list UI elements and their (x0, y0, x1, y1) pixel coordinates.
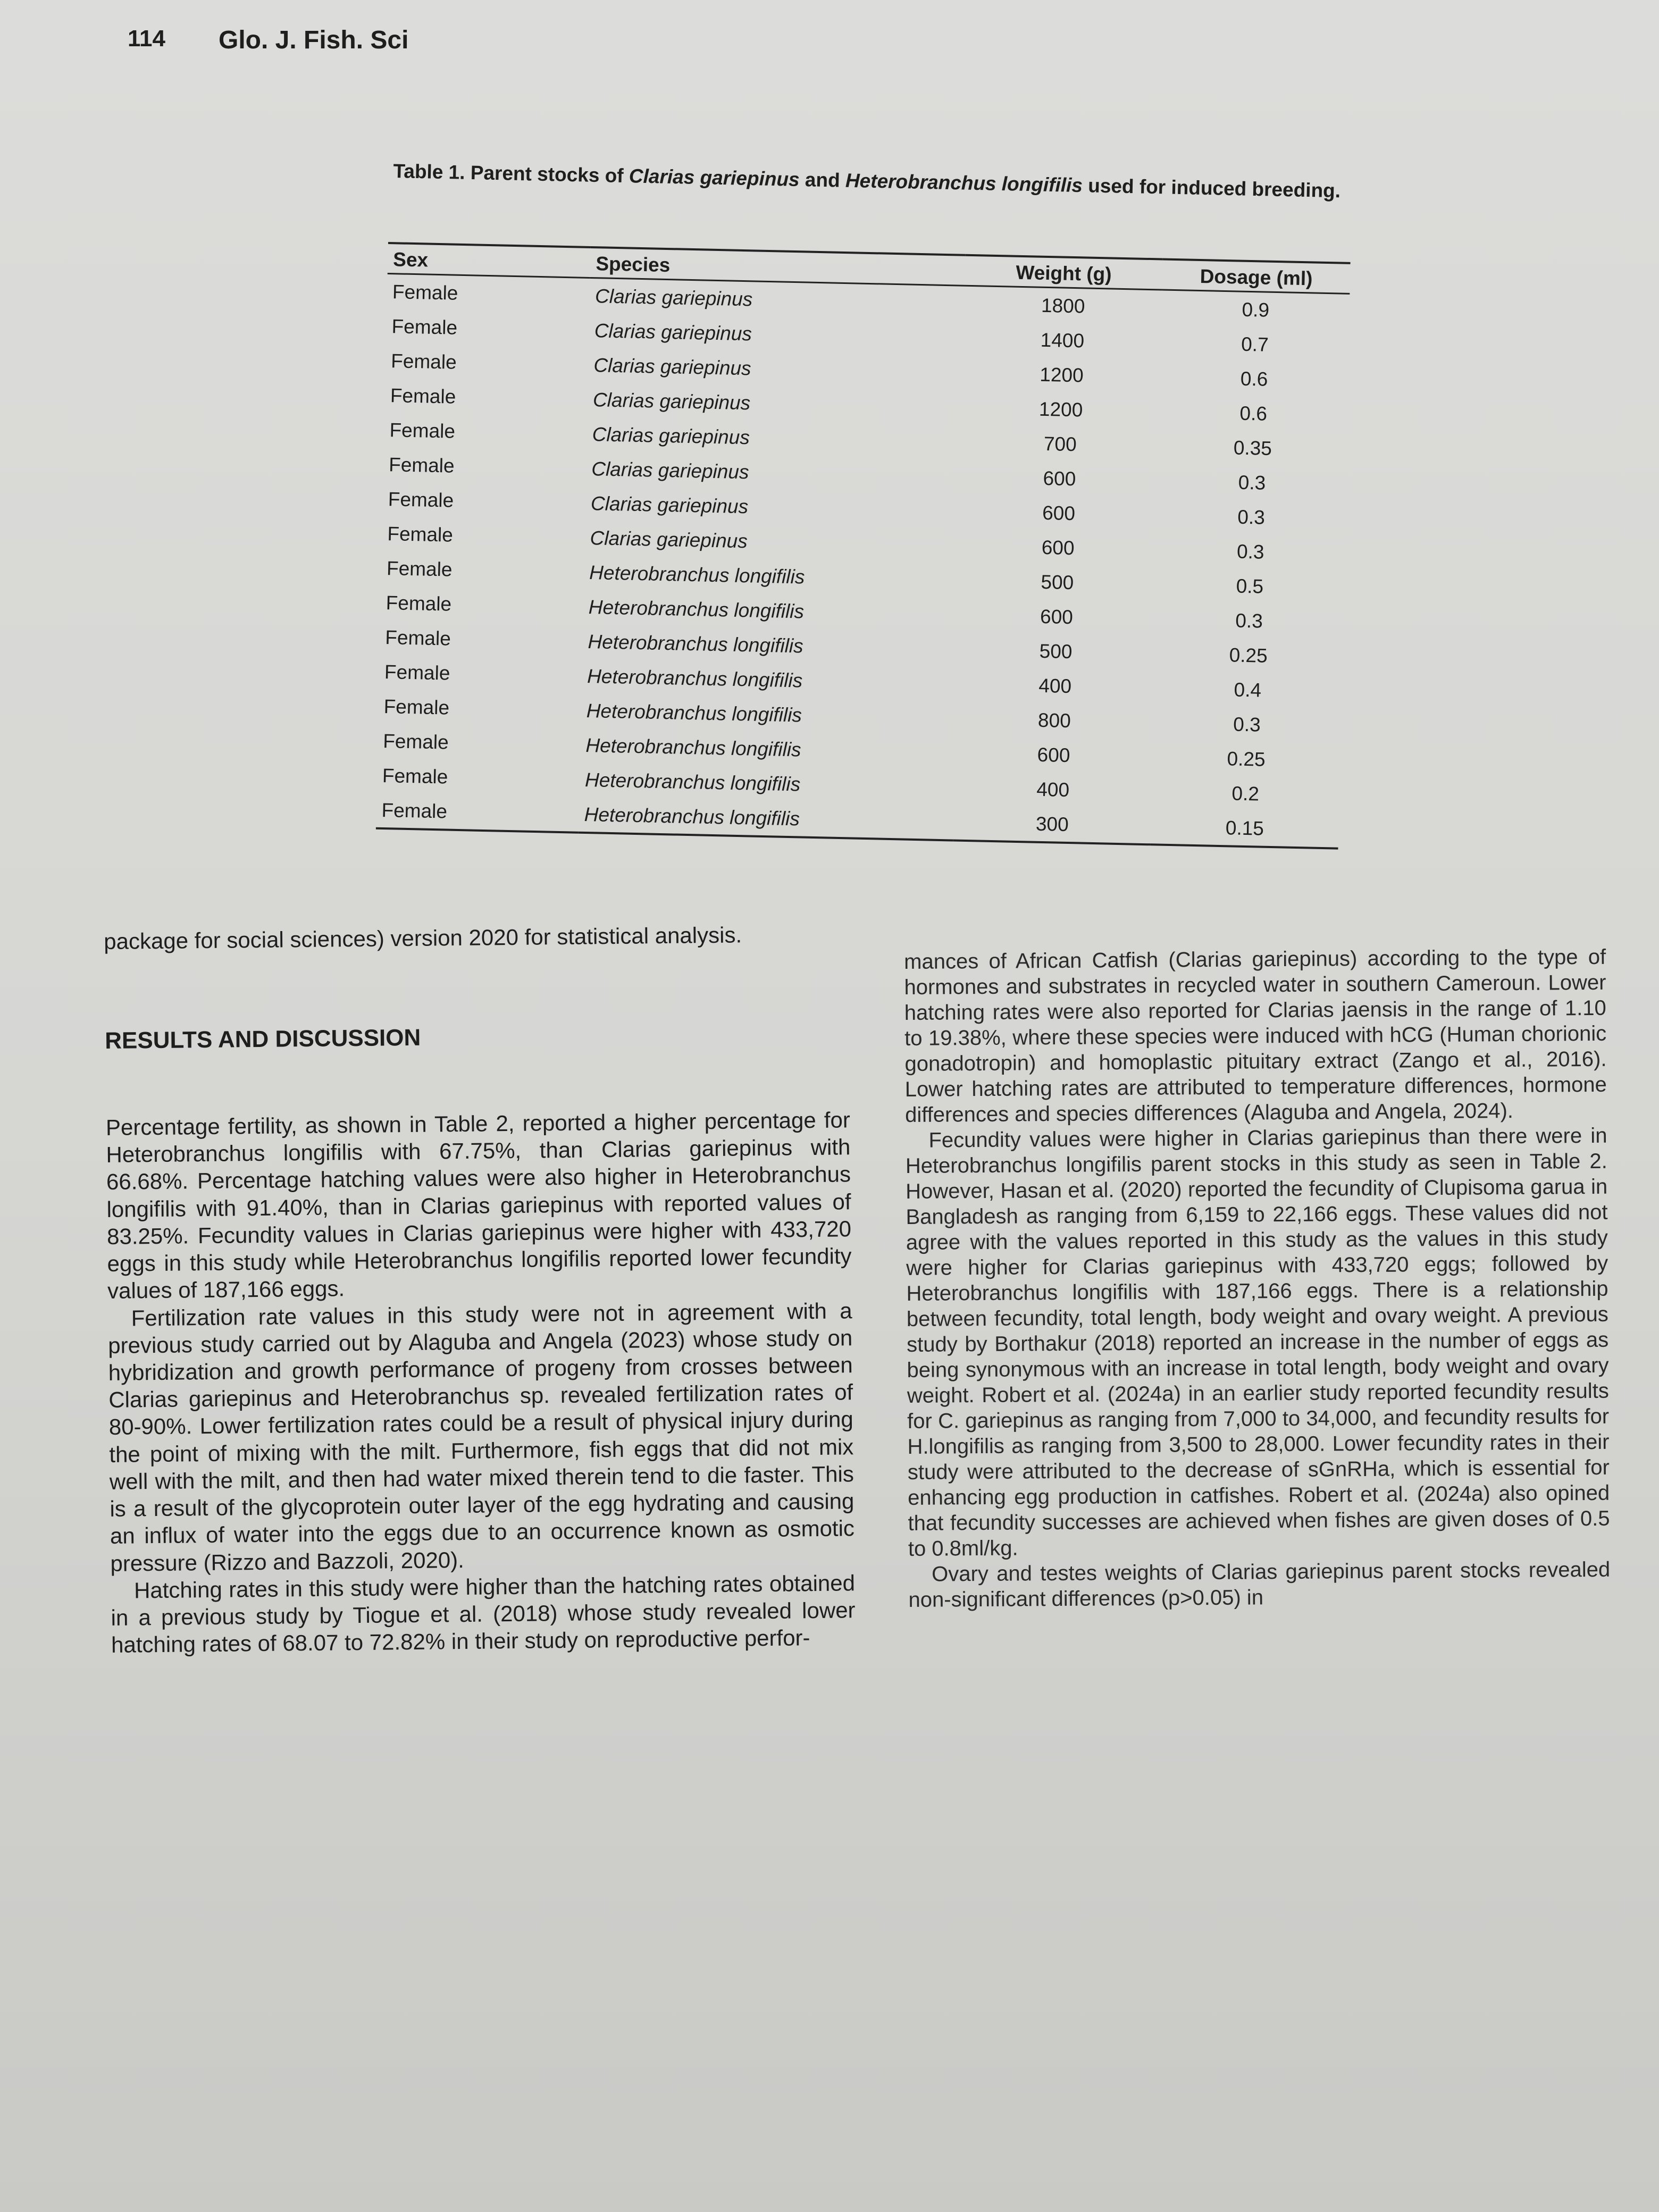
cell-dosage: 0.6 (1240, 367, 1268, 390)
cell-dosage: 0.3 (1236, 540, 1264, 563)
cell-sex: Female (382, 764, 448, 788)
running-header (128, 26, 408, 55)
cell-sex: Female (391, 315, 458, 339)
cell-weight: 500 (1041, 571, 1074, 593)
cell-weight: 1400 (1040, 329, 1085, 351)
caption-species-2: Heterobranchus longifilis (845, 169, 1083, 197)
cell-sex: Female (388, 488, 454, 512)
cell-dosage: 0.3 (1235, 609, 1263, 632)
cell-weight: 700 (1043, 432, 1077, 455)
cell-species: Clarias gariepinus (594, 284, 753, 310)
cell-sex: Female (383, 695, 450, 719)
results-paragraph-1: Percentage fertility, as shown in Table 2, reported a higher percentage for Heterobranchus longifilis with 67.75%, than Clarias gariepinus with 66.68%. Percentage hatching values were also higher in Heterobranchus longifilis with 91.40%, than in Clarias gariepinus with reported values of 83.25%. Fecundity values in Clarias gariepinus were higher with 433,720 eggs in this study while Heterobranchus longifilis reported lower fecundity values of 187,166 eggs. (105, 1107, 852, 1304)
cell-species: Heterobranchus longifilis (588, 596, 805, 623)
cell-weight: 400 (1038, 674, 1072, 697)
cell-dosage: 0.5 (1236, 575, 1264, 598)
parent-stocks-table (376, 242, 1351, 850)
cell-species: Heterobranchus longifilis (586, 699, 802, 726)
page-number: 114 (128, 26, 165, 52)
cell-sex: Female (388, 453, 455, 477)
cell-weight: 600 (1042, 501, 1076, 524)
cell-sex: Female (389, 418, 456, 442)
cell-dosage: 0.3 (1237, 506, 1266, 529)
table-caption (393, 160, 1367, 203)
cell-species: Clarias gariepinus (590, 492, 749, 517)
cell-dosage: 0.25 (1229, 643, 1268, 667)
cell-sex: Female (392, 280, 458, 304)
cell-sex: Female (384, 660, 450, 684)
cell-sex: Female (376, 793, 580, 833)
cell-species: Heterobranchus longifilis (589, 561, 805, 588)
cell-dosage: 0.15 (1151, 809, 1339, 848)
cell-sex: Female (390, 384, 456, 408)
cell-species: Heterobranchus longifilis (588, 630, 804, 657)
discussion-paragraph-2: Fecundity values were higher in Clarias gariepinus than there were in Heterobranchus longifilis parent stocks in this study as seen in Table 2. However, Hasan et al. (2020) reported the fecundity of Clupisoma garua in Bangladesh as ranging from 6,159 to 22,166 eggs. These values did not agree with the values reported in this study as the values in this study were higher for Clarias gariepinus with 433,720 eggs; followed by Heterobranchus longifilis with 187,166 eggs. There is a relationship between fecundity, total length, body weight and ovary weight. A previous study by Borthakur (2018) reported an increase in the number of eggs as being synonymous with an increase in total length, body weight and ovary weight. Robert et al. (2024a) in an earlier study reported fecundity results for C. gariepinus as ranging from 7,000 to 34,000, and fecundity results for H.longifilis as ranging from 3,500 to 28,000. Lower fecundity rates in their study were attributed to the decrease of sGnRHa, which is essential for enhancing egg production in catfishes. Robert et al. (2024a) also opined that fecundity successes are achieved when fishes are given doses of 0.5 to 0.8ml/kg. (905, 1124, 1610, 1561)
cell-weight: 300 (953, 805, 1151, 845)
discussion-paragraph-3: Ovary and testes weights of Clarias gariepinus parent stocks revealed non-significant differences (p>0.05) in (908, 1557, 1611, 1612)
caption-prefix: Table 1. Parent stocks of (393, 160, 630, 187)
cell-dosage: 0.35 (1233, 436, 1272, 459)
cell-weight: 600 (1037, 743, 1070, 766)
cell-sex: Female (385, 626, 451, 650)
intro-paragraph: package for social sciences) version 2020 for statistical analysis. (104, 922, 742, 954)
cell-sex: Female (386, 557, 453, 581)
discussion-paragraph-1: mances of African Catfish (Clarias gariepinus) according to the type of hormones and substrates in recycled water in southern Cameroun. Lower hatching rates were also reported for Clarias jaensis in the range of 1.10 to 19.38%, where these species were induced with hCG (Human chorionic gonadotropin) and homoplastic pituitary extract (Zango et al., 2016). Lower hatching rates are attributed to temperature differences, hormone differences and species differences (Alaguba and Angela, 2024). (904, 945, 1607, 1127)
cell-species: Clarias gariepinus (592, 423, 750, 448)
cell-dosage: 0.6 (1239, 402, 1268, 425)
cell-dosage: 0.3 (1233, 713, 1261, 736)
cell-species: Clarias gariepinus (594, 319, 752, 345)
caption-species-1: Clarias gariepinus (629, 165, 800, 190)
cell-sex: Female (382, 730, 449, 753)
section-heading: RESULTS AND DISCUSSION (104, 1025, 421, 1054)
cell-species: Heterobranchus longifilis (579, 797, 954, 841)
cell-weight: 600 (1041, 536, 1075, 559)
cell-dosage: 0.7 (1241, 333, 1269, 356)
cell-species: Heterobranchus longifilis (585, 734, 802, 760)
right-text-column (904, 944, 1611, 1613)
results-paragraph-2: Fertilization rate values in this study were not in agreement with a previous study carried out by Alaguba and Angela (2023) whose study on hybridization and growth performance of progeny from crosses between Clarias gariepinus and Heterobranchus sp. revealed fertilization rates of 80-90%. Lower fertilization rates could be a result of physical injury during the point of mixing with the milt. Furthermore, fish eggs that did not mix well with the milt, and then had water mixed therein tend to die faster. This is a result of the glycoprotein outer layer of the egg hydrating and causing an influx of water into the eggs due to an occurrence known as osmotic pressure (Rizzo and Bazzoli, 2020). (107, 1297, 855, 1576)
header-sex: Sex (388, 243, 591, 278)
cell-species: Clarias gariepinus (591, 457, 749, 483)
cell-species: Clarias gariepinus (590, 526, 748, 552)
left-text-column (104, 920, 856, 1658)
cell-dosage: 0.3 (1238, 471, 1266, 494)
caption-mid: and (799, 169, 846, 191)
cell-species: Clarias gariepinus (592, 388, 751, 414)
cell-dosage: 0.25 (1227, 747, 1266, 770)
table-body (376, 273, 1350, 848)
cell-weight: 400 (1036, 778, 1070, 801)
cell-weight: 800 (1037, 709, 1071, 732)
cell-dosage: 0.4 (1234, 678, 1262, 701)
caption-suffix: used for induced breeding. (1082, 174, 1341, 202)
cell-dosage: 0.2 (1231, 782, 1260, 805)
cell-weight: 1200 (1038, 398, 1083, 421)
header-species: Species (590, 247, 966, 286)
header-dosage: Dosage (ml) (1162, 259, 1351, 294)
cell-species: Heterobranchus longifilis (586, 665, 803, 691)
cell-weight: 1200 (1039, 363, 1084, 386)
results-paragraph-3: Hatching rates in this study were higher than the hatching rates obtained in a previous study by Tiogue et al. (2018) whose study revealed lower hatching rates of 68.07 to 72.82% in their study on reproductive perfor- (111, 1570, 856, 1658)
cell-sex: Female (387, 522, 454, 546)
header-weight: Weight (g) (965, 255, 1163, 290)
cell-weight: 600 (1043, 467, 1076, 490)
cell-weight: 500 (1039, 640, 1073, 663)
cell-sex: Female (386, 591, 452, 615)
cell-sex: Female (390, 349, 457, 373)
cell-weight: 600 (1040, 605, 1074, 628)
cell-species: Heterobranchus longifilis (584, 768, 801, 795)
cell-dosage: 0.9 (1242, 298, 1270, 321)
cell-species: Clarias gariepinus (593, 354, 751, 379)
cell-weight: 1800 (1041, 294, 1085, 317)
journal-title: Glo. J. Fish. Sci (218, 26, 409, 54)
